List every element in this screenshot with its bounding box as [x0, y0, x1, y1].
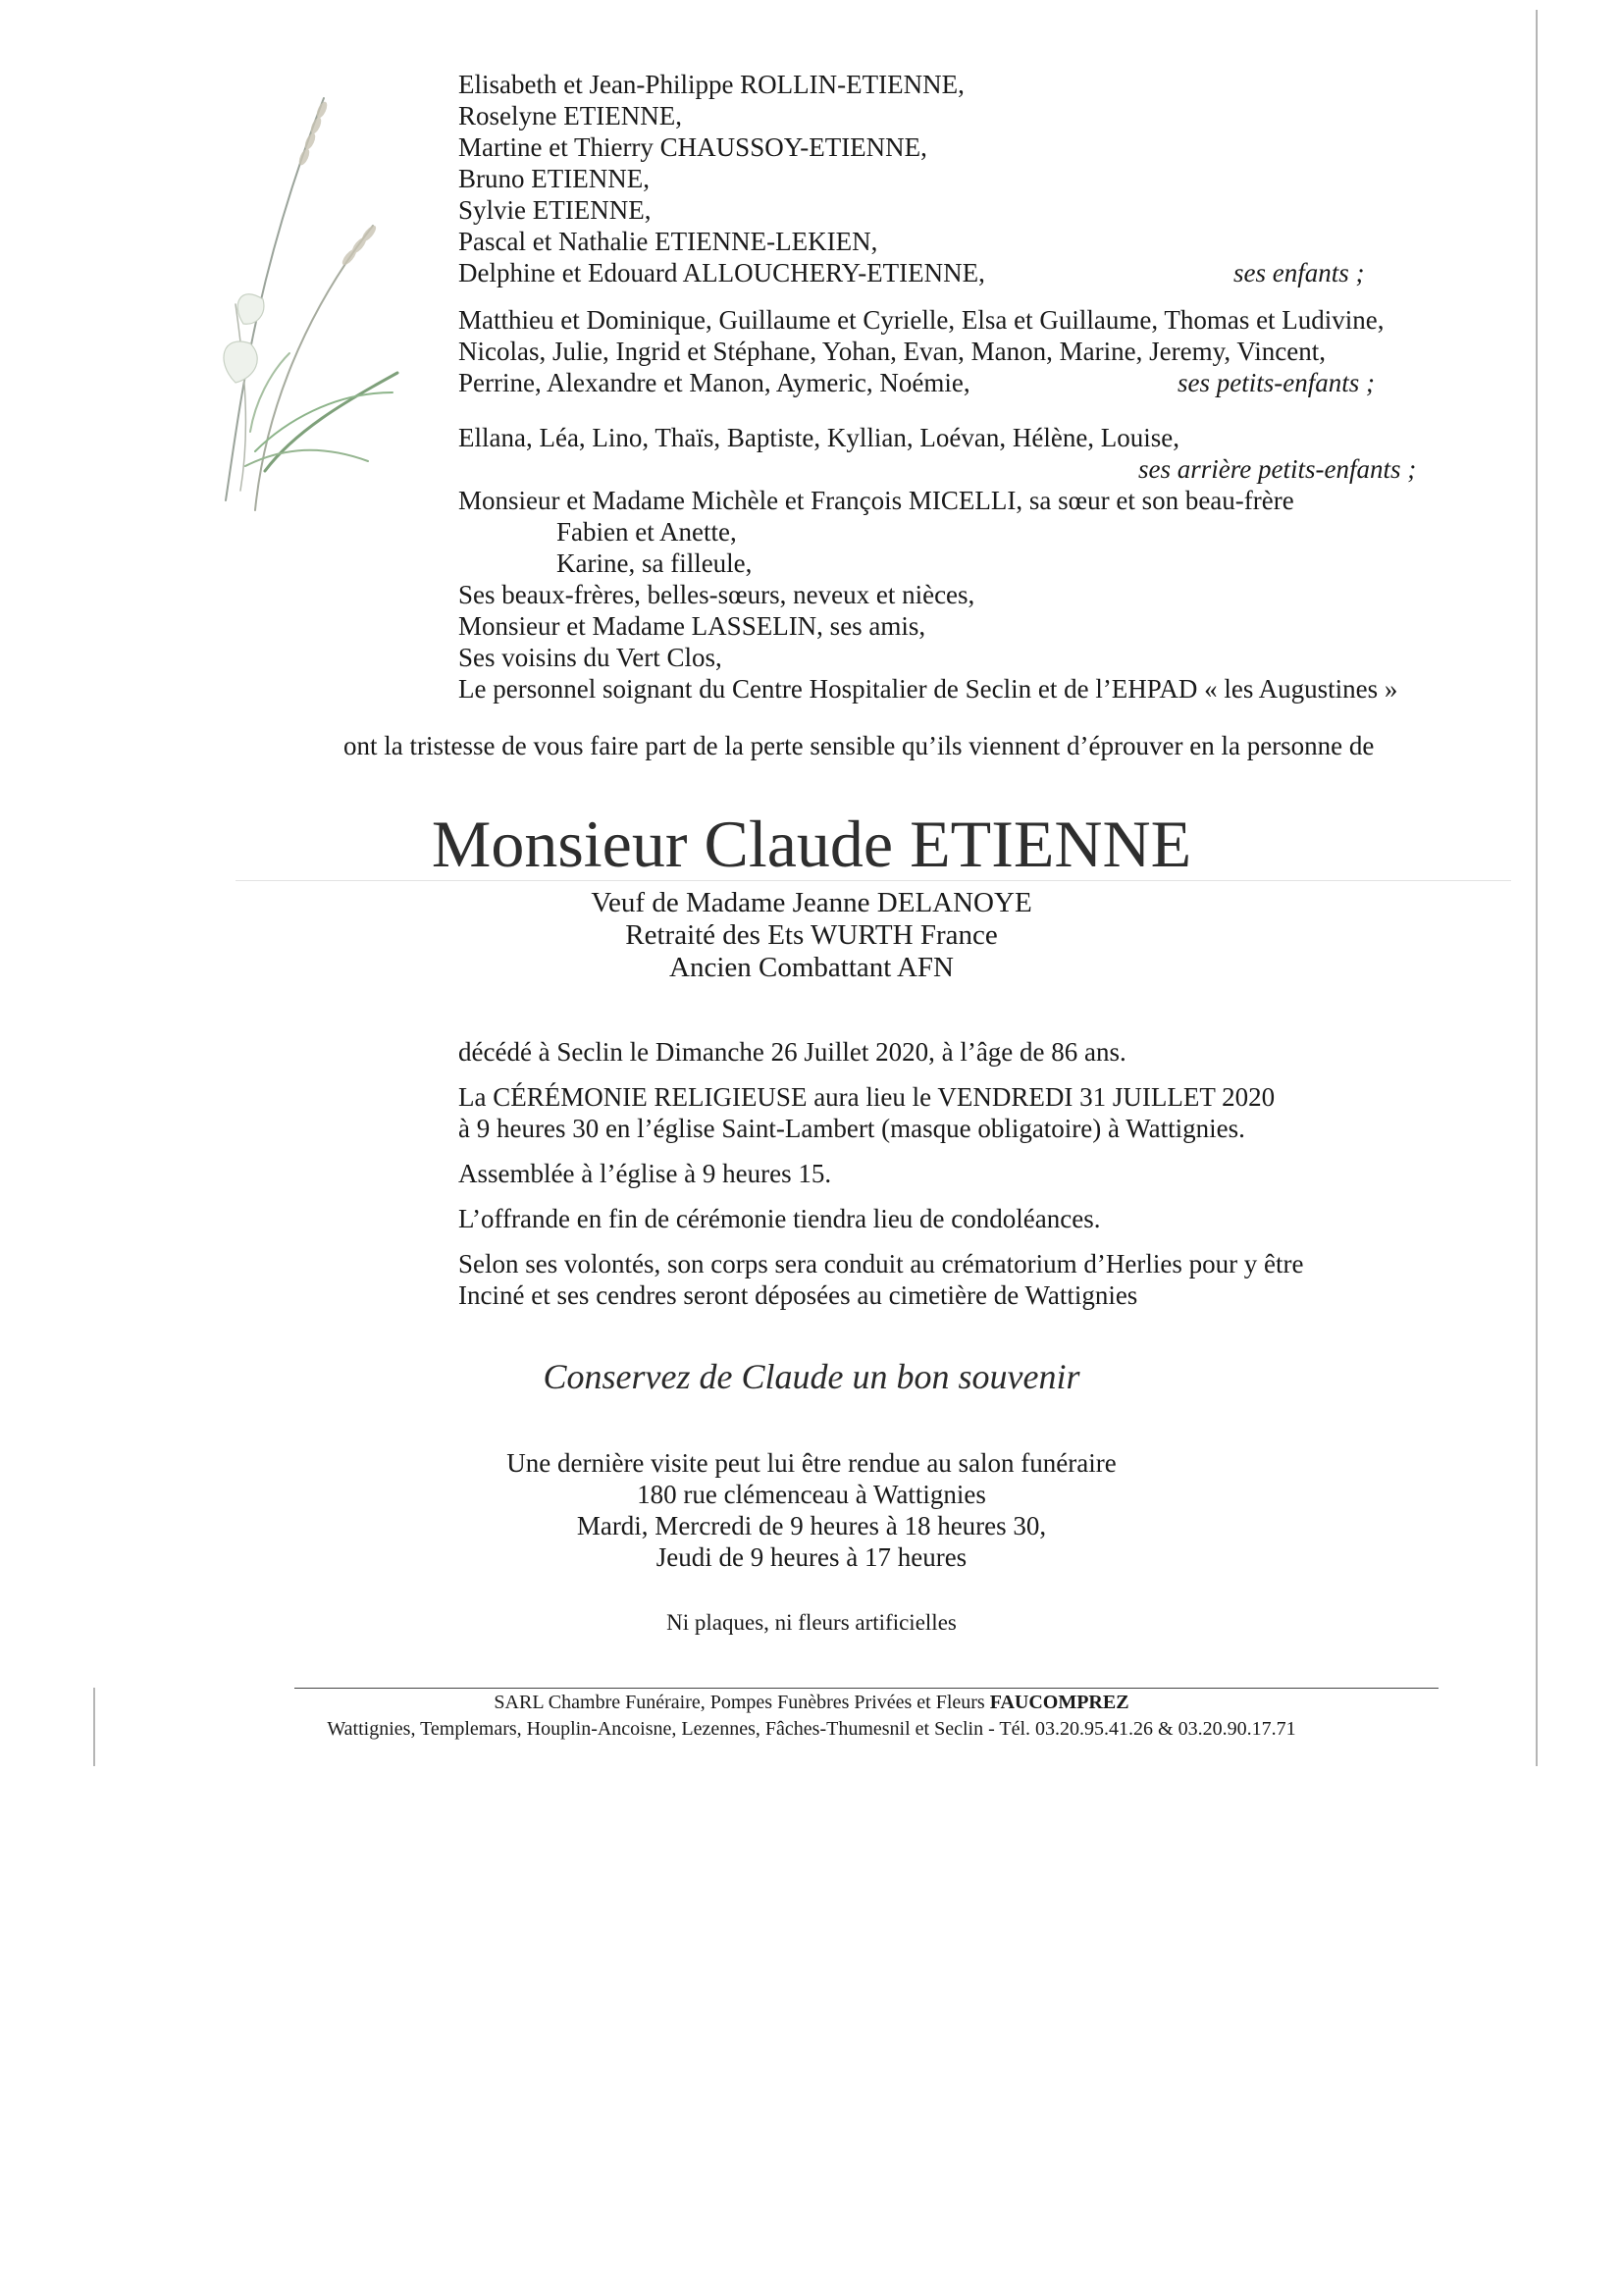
ceremony-line: La CÉRÉMONIE RELIGIEUSE aura lieu le VENDREDI 31 JUILLET 2020 [458, 1082, 1276, 1112]
great-grandchildren-list [458, 422, 1179, 453]
footer-company: SARL Chambre Funéraire, Pompes Funèbres Privées et Fleurs [494, 1692, 985, 1713]
ceremony-info [458, 1081, 1275, 1144]
visit-line: Jeudi de 9 heures à 17 heures [655, 1542, 968, 1572]
list-item: Karine, sa filleule, [556, 548, 753, 578]
cremation-line: Inciné et ses cendres seront déposées au cimetière de Wattignies [458, 1280, 1138, 1310]
footer-brand: FAUCOMPREZ [989, 1692, 1129, 1713]
announcement-intro: ont la tristesse de vous faire part de la perte sensible qu’ils viennent d’éprouver en la personne de [343, 731, 1375, 760]
list-item: Bruno ETIENNE, [458, 164, 650, 193]
visit-line: Une dernière visite peut lui être rendue au salon funéraire [506, 1448, 1117, 1478]
list-item: Nicolas, Julie, Ingrid et Stéphane, Yohan, Evan, Manon, Marine, Jeremy, Vincent, [458, 337, 1326, 366]
offering-info: L’offrande en fin de cérémonie tiendra lieu de condoléances. [458, 1204, 1101, 1233]
list-item: Monsieur et Madame LASSELIN, ses amis, [458, 611, 926, 641]
footer-line-2: Wattignies, Templemars, Houplin-Ancoisne, Lezennes, Fâches-Thumesnil et Seclin - Tél. 03.20.95.41.26 & 03.20.90.17.71 [327, 1718, 1296, 1740]
funeral-home-footer [0, 1690, 1623, 1743]
title-line: Ancien Combattant AFN [669, 952, 954, 983]
footer-line-1 [0, 1690, 1623, 1716]
assembly-info: Assemblée à l’église à 9 heures 15. [458, 1159, 832, 1188]
visit-info [0, 1447, 1623, 1573]
title-line: Veuf de Madame Jeanne DELANOYE [591, 887, 1032, 918]
visit-line: 180 rue clémenceau à Wattignies [637, 1480, 986, 1509]
list-item: Ellana, Léa, Lino, Thaïs, Baptiste, Kyllian, Loévan, Hélène, Louise, [458, 423, 1180, 452]
list-item: Roselyne ETIENNE, [458, 101, 682, 130]
no-flowers-note: Ni plaques, ni fleurs artificielles [666, 1610, 957, 1635]
ceremony-line: à 9 heures 30 en l’église Saint-Lambert (masque obligatoire) à Wattignies. [458, 1114, 1245, 1143]
list-item: Delphine et Edouard ALLOUCHERY-ETIENNE, [458, 258, 985, 287]
list-item: Perrine, Alexandre et Manon, Aymeric, Noémie, [458, 368, 970, 397]
remembrance-line: Conservez de Claude un bon souvenir [543, 1357, 1080, 1396]
children-role: ses enfants ; [1233, 258, 1365, 287]
list-item: Matthieu et Dominique, Guillaume et Cyrielle, Elsa et Guillaume, Thomas et Ludivine, [458, 305, 1385, 335]
wheat-lily-illustration [196, 78, 402, 530]
list-item: Ses beaux-frères, belles-sœurs, neveux et nièces, [458, 580, 975, 609]
deceased-name: Monsieur Claude ETIENNE [431, 807, 1192, 881]
title-line: Retraité des Ets WURTH France [625, 919, 998, 951]
grandchildren-role: ses petits-enfants ; [1178, 368, 1375, 397]
other-relatives-list [458, 485, 1397, 704]
visit-line: Mardi, Mercredi de 9 heures à 18 heures 30, [576, 1511, 1047, 1540]
great-grandchildren-role: ses arrière petits-enfants ; [1138, 454, 1417, 484]
cremation-line: Selon ses volontés, son corps sera conduit au crématorium d’Herlies pour y être [458, 1249, 1304, 1278]
list-item: Ses voisins du Vert Clos, [458, 643, 722, 672]
list-item: Monsieur et Madame Michèle et François MICELLI, sa sœur et son beau-frère [458, 486, 1294, 515]
list-item: Fabien et Anette, [556, 517, 737, 547]
deceased-titles [0, 887, 1623, 984]
cremation-info [458, 1248, 1304, 1311]
list-item: Sylvie ETIENNE, [458, 195, 652, 225]
list-item: Elisabeth et Jean-Philippe ROLLIN-ETIENNE, [458, 70, 965, 99]
list-item: Pascal et Nathalie ETIENNE-LEKIEN, [458, 227, 878, 256]
death-notice: décédé à Seclin le Dimanche 26 Juillet 2020, à l’âge de 86 ans. [458, 1037, 1126, 1067]
footer-divider [294, 1688, 1439, 1689]
children-list [458, 69, 985, 288]
list-item: Martine et Thierry CHAUSSOY-ETIENNE, [458, 132, 927, 162]
list-item: Le personnel soignant du Centre Hospitalier de Seclin et de l’EHPAD « les Augustines » [458, 674, 1398, 704]
